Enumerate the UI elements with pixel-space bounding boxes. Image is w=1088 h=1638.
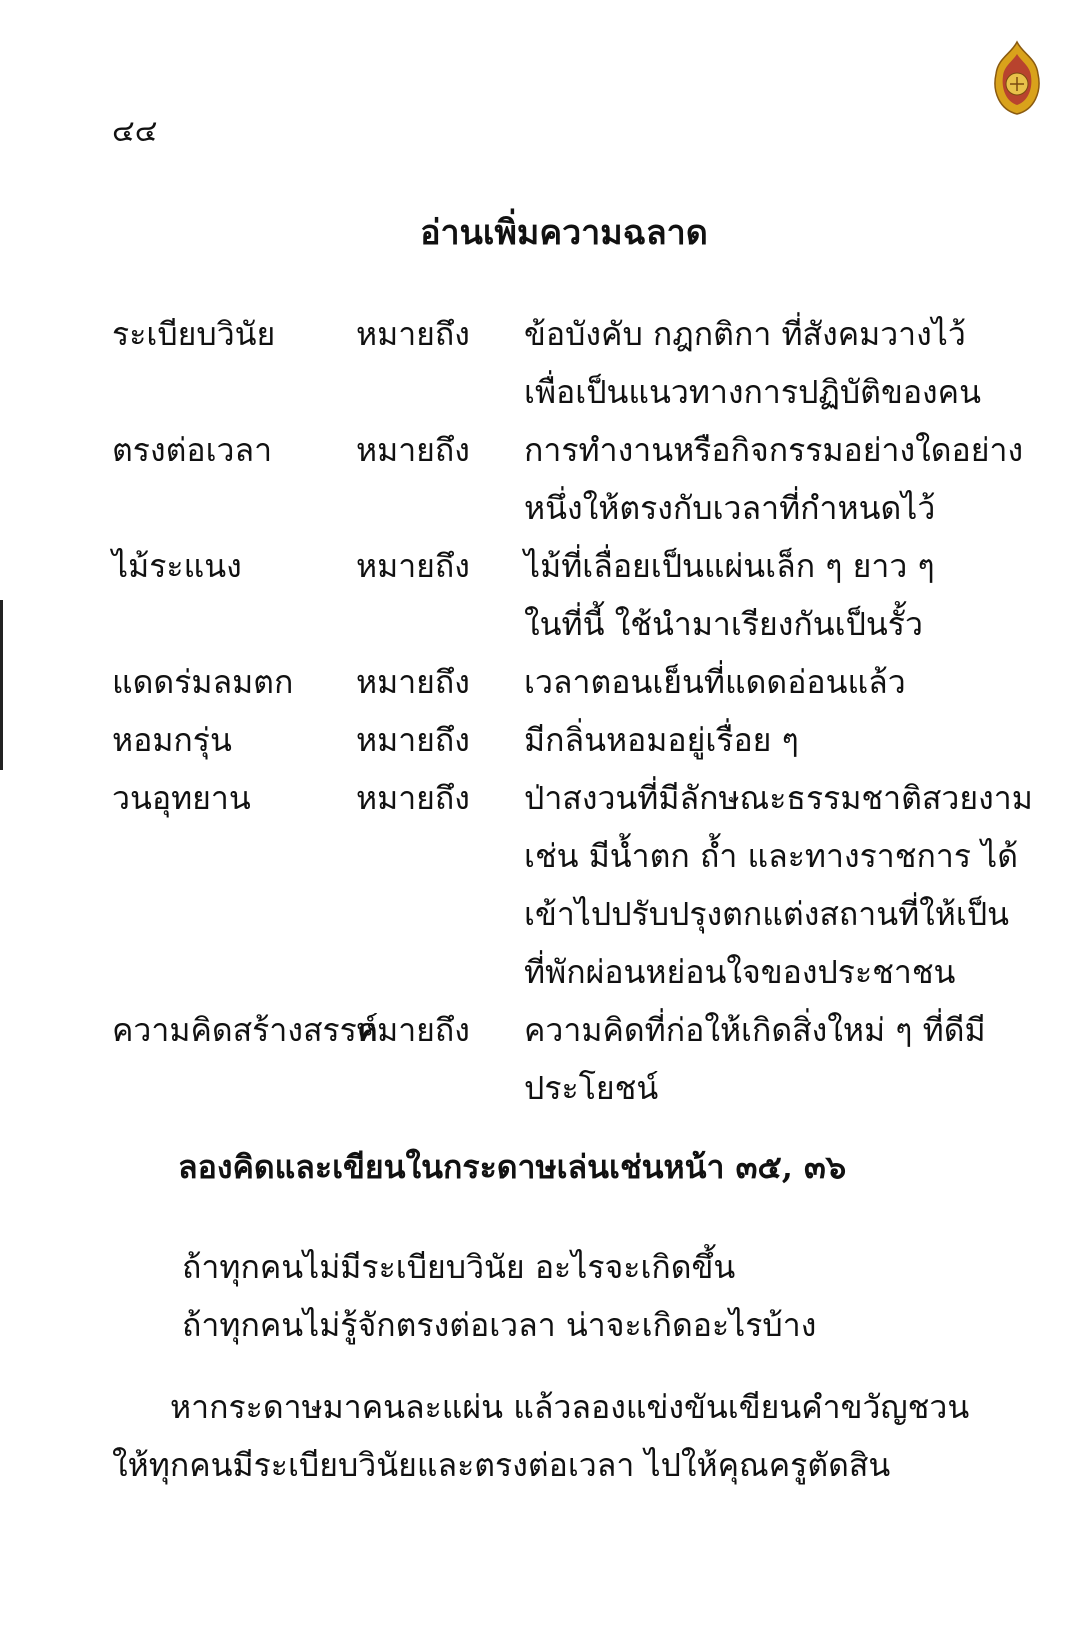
glossary-entry: [112, 653, 1032, 711]
glossary-definition: [524, 653, 1032, 711]
definition-line: เข้าไปปรับปรุงตกแต่งสถานที่ให้เป็น: [524, 895, 1009, 933]
glossary-term: แดดร่มลมตก: [112, 663, 294, 701]
glossary-term: ไม้ระแนง: [112, 547, 242, 585]
question-item: ถ้าทุกคนไม่รู้จักตรงต่อเวลา น่าจะเกิดอะไรบ้าง: [182, 1306, 817, 1344]
question-item: ถ้าทุกคนไม่มีระเบียบวินัย อะไรจะเกิดขึ้น: [182, 1248, 736, 1286]
glossary-list: [112, 305, 1032, 1117]
activity-heading: ลองคิดและเขียนในกระดาษเล่นเช่นหน้า ๓๕, ๓๖: [178, 1148, 847, 1186]
glossary-entry: [112, 1001, 1032, 1117]
scan-edge-mark: [0, 600, 3, 770]
glossary-entry: [112, 769, 1032, 1001]
definition-line: ป่าสงวนที่มีลักษณะธรรมชาติสวยงาม: [524, 779, 1033, 817]
glossary-term: หอมกรุ่น: [112, 721, 232, 759]
glossary-term: ตรงต่อเวลา: [112, 431, 273, 469]
glossary-means: หมายถึง: [356, 547, 470, 585]
glossary-definition: [524, 1001, 1032, 1117]
glossary-definition: [524, 537, 1032, 653]
glossary-definition: [524, 421, 1032, 537]
instruction-paragraph: [112, 1378, 1012, 1494]
glossary-definition: [524, 769, 1032, 1001]
section-title: อ่านเพิ่มความฉลาด: [420, 213, 708, 253]
glossary-means: หมายถึง: [356, 1011, 470, 1049]
definition-line: มีกลิ่นหอมอยู่เรื่อย ๆ: [524, 721, 799, 759]
glossary-means: หมายถึง: [356, 431, 470, 469]
definition-line: การทำงานหรือกิจกรรมอย่างใดอย่าง: [524, 431, 1024, 469]
definition-line: เพื่อเป็นแนวทางการปฏิบัติของคน: [524, 373, 981, 411]
glossary-entry: [112, 421, 1032, 537]
definition-line: ที่พักผ่อนหย่อนใจของประชาชน: [524, 953, 956, 991]
glossary-definition: [524, 305, 1032, 421]
glossary-term: ระเบียบวินัย: [112, 315, 276, 353]
definition-line: เวลาตอนเย็นที่แดดอ่อนแล้ว: [524, 663, 906, 701]
glossary-entry: [112, 537, 1032, 653]
glossary-term: ความคิดสร้างสรรค์: [112, 1011, 379, 1049]
page-number: ๔๔: [112, 114, 158, 149]
glossary-means: หมายถึง: [356, 721, 470, 759]
definition-line: ในที่นี้ ใช้นำมาเรียงกันเป็นรั้ว: [524, 605, 923, 643]
instruction-line: ให้ทุกคนมีระเบียบวินัยและตรงต่อเวลา ไปให้คุณครูตัดสิน: [112, 1446, 891, 1484]
emblem-logo: [990, 40, 1044, 116]
glossary-means: หมายถึง: [356, 663, 470, 701]
glossary-term: วนอุทยาน: [112, 779, 251, 817]
definition-line: ไม้ที่เลื่อยเป็นแผ่นเล็ก ๆ ยาว ๆ: [524, 547, 935, 585]
instruction-line: หากระดาษมาคนละแผ่น แล้วลองแข่งขันเขียนคำขวัญชวน: [170, 1388, 970, 1426]
definition-line: ประโยชน์: [524, 1069, 659, 1107]
glossary-means: หมายถึง: [356, 779, 470, 817]
definition-line: ความคิดที่ก่อให้เกิดสิ่งใหม่ ๆ ที่ดีมี: [524, 1011, 986, 1049]
glossary-entry: [112, 711, 1032, 769]
definition-line: เช่น มีน้ำตก ถ้ำ และทางราชการ ได้: [524, 837, 1019, 875]
glossary-means: หมายถึง: [356, 315, 470, 353]
definition-line: ข้อบังคับ กฎกติกา ที่สังคมวางไว้: [524, 315, 966, 353]
question-list: [182, 1238, 816, 1354]
definition-line: หนึ่งให้ตรงกับเวลาที่กำหนดไว้: [524, 489, 936, 527]
glossary-entry: [112, 305, 1032, 421]
glossary-definition: [524, 711, 1032, 769]
